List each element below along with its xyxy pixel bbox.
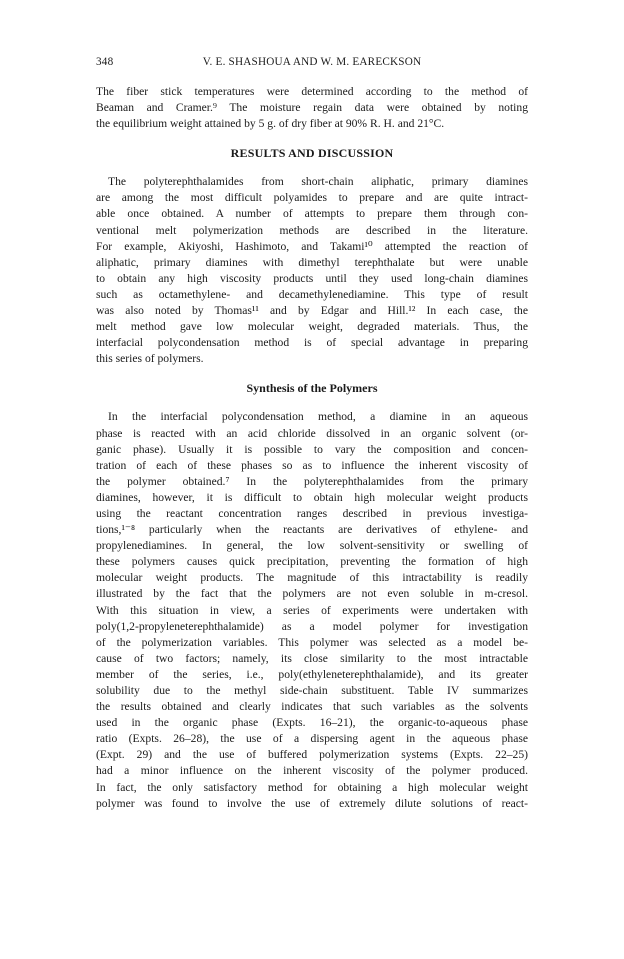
text-line: was also noted by Thomas¹¹ and by Edgar and Hill.¹² In each case, the [96, 304, 528, 318]
paragraph-intro [96, 174, 528, 367]
text-line: aliphatic, primary diamines with dimethyl terephthalate but were unable [96, 255, 528, 269]
subsection-heading: Synthesis of the Polymers [246, 381, 378, 396]
text-line: to obtain any high viscosity products until they used long-chain diamines [96, 271, 528, 285]
text-line: ratio (Expts. 26–28), the use of a dispersing agent in the aqueous phase [96, 732, 528, 746]
text-line: tions,¹⁻⁸ particularly when the reactants are derivatives of ethylene- and [96, 523, 528, 537]
text-line: ventional melt polymerization methods are described in the literature. [96, 223, 528, 237]
text-line: tration of each of these phases so as to influence the inherent viscosity of [96, 458, 528, 472]
text-line: used in the organic phase (Expts. 16–21), the organic-to-aqueous phase [96, 716, 528, 730]
text-line: the equilibrium weight attained by 5 g. of dry fiber at 90% R. H. and 21°C. [96, 117, 445, 131]
section-heading: RESULTS AND DISCUSSION [230, 146, 394, 161]
paragraph-synthesis [96, 409, 528, 811]
text-line: The polyterephthalamides from short-chain aliphatic, primary diamines [108, 175, 528, 189]
text-line: phase is reacted with an acid chloride dissolved in an organic solvent (or- [96, 426, 528, 440]
text-line: In the interfacial polycondensation method, a diamine in an aqueous [108, 410, 528, 424]
text-line: these polymers causes quick precipitation, preventing the formation of high [96, 555, 528, 569]
text-line: Beaman and Cramer.⁹ The moisture regain data were obtained by noting [96, 101, 528, 115]
text-line: such as octamethylene- and decamethylenediamine. This type of result [96, 287, 528, 301]
text-line: The fiber stick temperatures were determined according to the method of [96, 85, 528, 98]
text-line: of the polymerization variables. This polymer was selected as a model be- [96, 635, 528, 649]
text-line: In fact, the only satisfactory method for obtaining a high molecular weight [96, 780, 528, 794]
paragraph-methods [96, 84, 528, 132]
text-line: For example, Akiyoshi, Hashimoto, and Takami¹⁰ attempted the reaction of [96, 239, 528, 253]
text-line: solubility due to the methyl side-chain substituent. Table IV summarizes [96, 684, 528, 697]
text-line: poly(1,2-propyleneterephthalamide) as a model polymer for investigation [96, 619, 528, 633]
text-line: ganic phase). Usually it is possible to vary the composition and concen- [96, 442, 528, 456]
text-line: cause of two factors; namely, its close similarity to the most intractable [96, 651, 528, 665]
text-line: the polymer obtained.⁷ In the polyterephthalamides from the primary [96, 474, 528, 488]
text-line: using the reactant concentration ranges described in previous investiga- [96, 506, 528, 520]
text-line: propylenediamines. In general, the low solvent-sensitivity or swelling of [96, 539, 528, 553]
text-line: illustrated by the fact that the polymers are not even soluble in m-cresol. [96, 587, 528, 601]
text-line: diamines, however, it is difficult to obtain high molecular weight products [96, 490, 528, 504]
text-line: (Expt. 29) and the use of buffered polymerization systems (Expts. 22–25) [96, 748, 528, 762]
text-line: molecular weight products. The magnitude of this intractability is readily [96, 571, 528, 585]
text-line: are among the most difficult polyamides to prepare and are quite intract- [96, 191, 528, 205]
text-line: able once obtained. A number of attempts to prepare them through con- [96, 207, 528, 221]
text-line: With this situation in view, a series of experiments were undertaken with [96, 603, 528, 617]
text-line: member of the series, i.e., poly(ethyleneterephthalamide), and its greater [96, 667, 528, 681]
running-head-authors: V. E. SHASHOUA AND W. M. EARECKSON [202, 56, 422, 68]
text-line: polymer was found to involve the use of extremely dilute solutions of react- [96, 796, 528, 810]
text-line: the results obtained and clearly indicates that such variables as the solvents [96, 700, 528, 714]
text-line: interfacial polycondensation method is of special advantage in preparing [96, 336, 528, 350]
text-line: melt method gave low molecular weight, degraded materials. Thus, the [96, 320, 528, 334]
text-line: had a minor influence on the inherent viscosity of the polymer produced. [96, 764, 528, 778]
page [96, 56, 528, 812]
running-head [96, 56, 528, 74]
page-number: 348 [96, 56, 114, 68]
text-line: this series of polymers. [96, 352, 204, 366]
